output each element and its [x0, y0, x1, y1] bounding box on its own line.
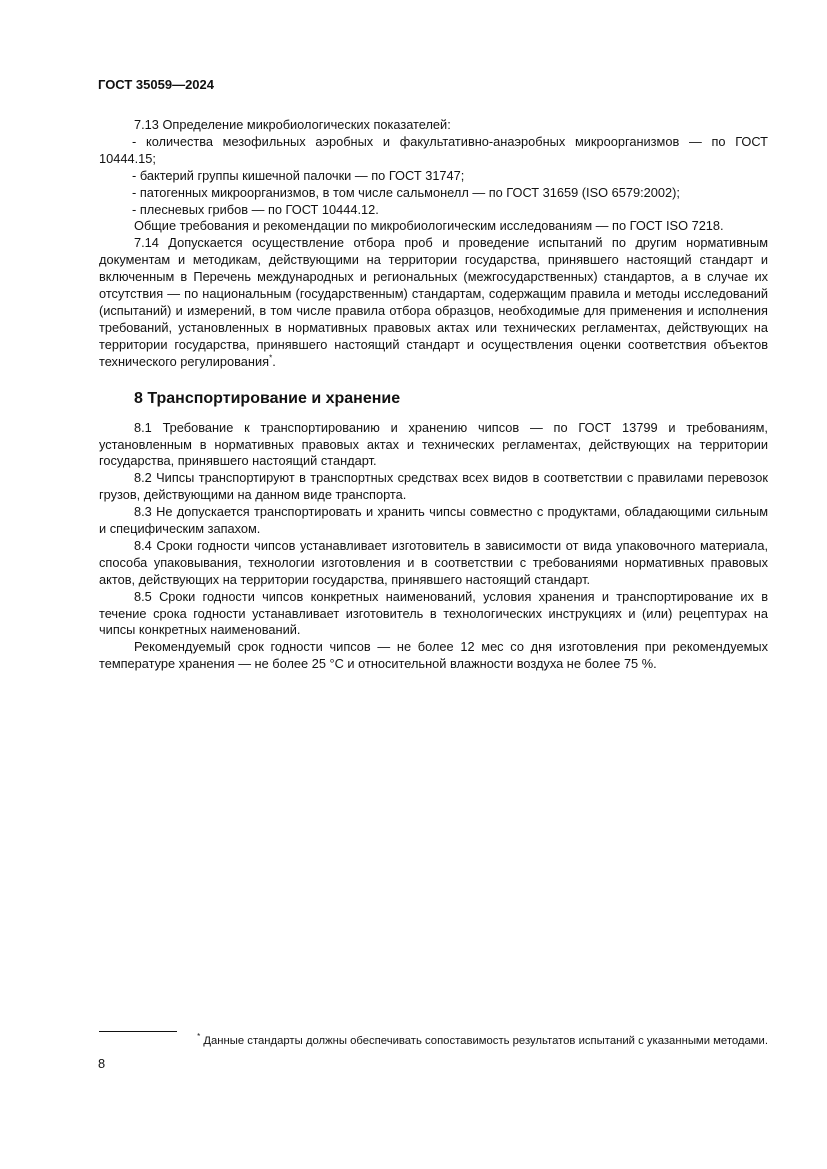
paragraph-8-5: 8.5 Сроки годности чипсов конкретных наименований, условия хранения и транспортирование их в течение срока годности устанавливает изготовитель в технологических инструкциях и (или) рецептурах на чипсы конкретных наименований.: [99, 588, 768, 638]
paragraph-7-14-text: 7.14 Допускается осуществление отбора проб и проведение испытаний по другим нормативным документам и методикам, действующими на территории государства, принявшего настоящий стандарт и включенным в Перечень международных и региональных (межгосударственных) стандартов, а в случае их отсутствия — по национальным (государственным) стандартам, содержащим правила и методы исследований (испытаний) и измерений, в том числе правила отбора образцов, необходимые для применения и исполнения требований, установленных в нормативных правовых актах или технических регламентах, действующих на территории государства, принявшего настоящий стандарт и осуществления оценки соответствия объектов технического регулирования: [99, 235, 768, 369]
section-8-heading: 8 Транспортирование и хранение: [134, 389, 401, 407]
footnote-divider: [99, 1031, 177, 1032]
page-body: [99, 117, 768, 673]
paragraph-7-13: 7.13 Определение микробиологических показателей:: [134, 117, 451, 132]
paragraph-general-requirements: Общие требования и рекомендации по микробиологическим исследованиям — по ГОСТ ISO 7218.: [134, 218, 724, 234]
footnote-marker: *: [197, 1032, 201, 1042]
paragraph-8-4: 8.4 Сроки годности чипсов устанавливает изготовитель в зависимости от вида упаковочного материала, способа упаковывания, технологии изготовления и в соответствии с требованиями нормативных правовых актов, действующих на территории государства, принявшего настоящий стандарт.: [99, 537, 768, 587]
footnote-reference: *: [269, 353, 273, 363]
page-number: 8: [98, 1056, 106, 1071]
paragraph-8-3: 8.3 Не допускается транспортировать и хранить чипсы совместно с продуктами, обладающими сильным и специфическим запахом.: [99, 504, 768, 537]
list-item-mesophilic: - количества мезофильных аэробных и факультативно-анаэробных микроорганизмов — по ГОСТ 10444.15;: [99, 133, 768, 166]
paragraph-8-2: 8.2 Чипсы транспортируют в транспортных средствах всех видов в соответствии с правилами перевозок грузов, действующими на данном виде транспорта.: [99, 470, 768, 503]
paragraph-7-14: 7.14 Допускается осуществление отбора проб и проведение испытаний по другим нормативным документам и методикам, действующими на территории государства, принявшего настоящий стандарт и включенным в Перечень международных и региональных (межгосударственных) стандартов, а в случае их отсутствия — по национальным (государственным) стандартам, содержащим правила и методы исследований (испытаний) и измерений, в том числе правила отбора образцов, необходимые для применения и исполнения требований, установленных в нормативных правовых актах или технических регламентах, действующих на территории государства, принявшего настоящий стандарт и осуществления оценки соответствия объектов технического регулирования*.: [99, 235, 768, 369]
paragraph-shelf-life: Рекомендуемый срок годности чипсов — не более 12 мес со дня изготовления при рекомендуемых температуре хранения — не более 25 °С и относительной влажности воздуха не более 75 %.: [99, 639, 768, 672]
footnote: [99, 1034, 768, 1049]
document-header: ГОСТ 35059—2024: [98, 77, 214, 92]
list-item-coliform: - бактерий группы кишечной палочки — по ГОСТ 31747;: [132, 167, 465, 183]
paragraph-8-1: 8.1 Требование к транспортированию и хранению чипсов — по ГОСТ 13799 и требованиям, установленным в нормативных правовых актах и технических регламентах, действующих на территории государства, принявшего настоящий стандарт.: [99, 419, 768, 469]
footnote-text: Данные стандарты должны обеспечивать сопоставимость результатов испытаний с указанными методами.: [200, 1035, 768, 1047]
list-item-molds: - плесневых грибов — по ГОСТ 10444.12.: [132, 201, 379, 217]
list-item-pathogens: - патогенных микроорганизмов, в том числе сальмонелл — по ГОСТ 31659 (ISO 6579:2002);: [132, 184, 680, 200]
